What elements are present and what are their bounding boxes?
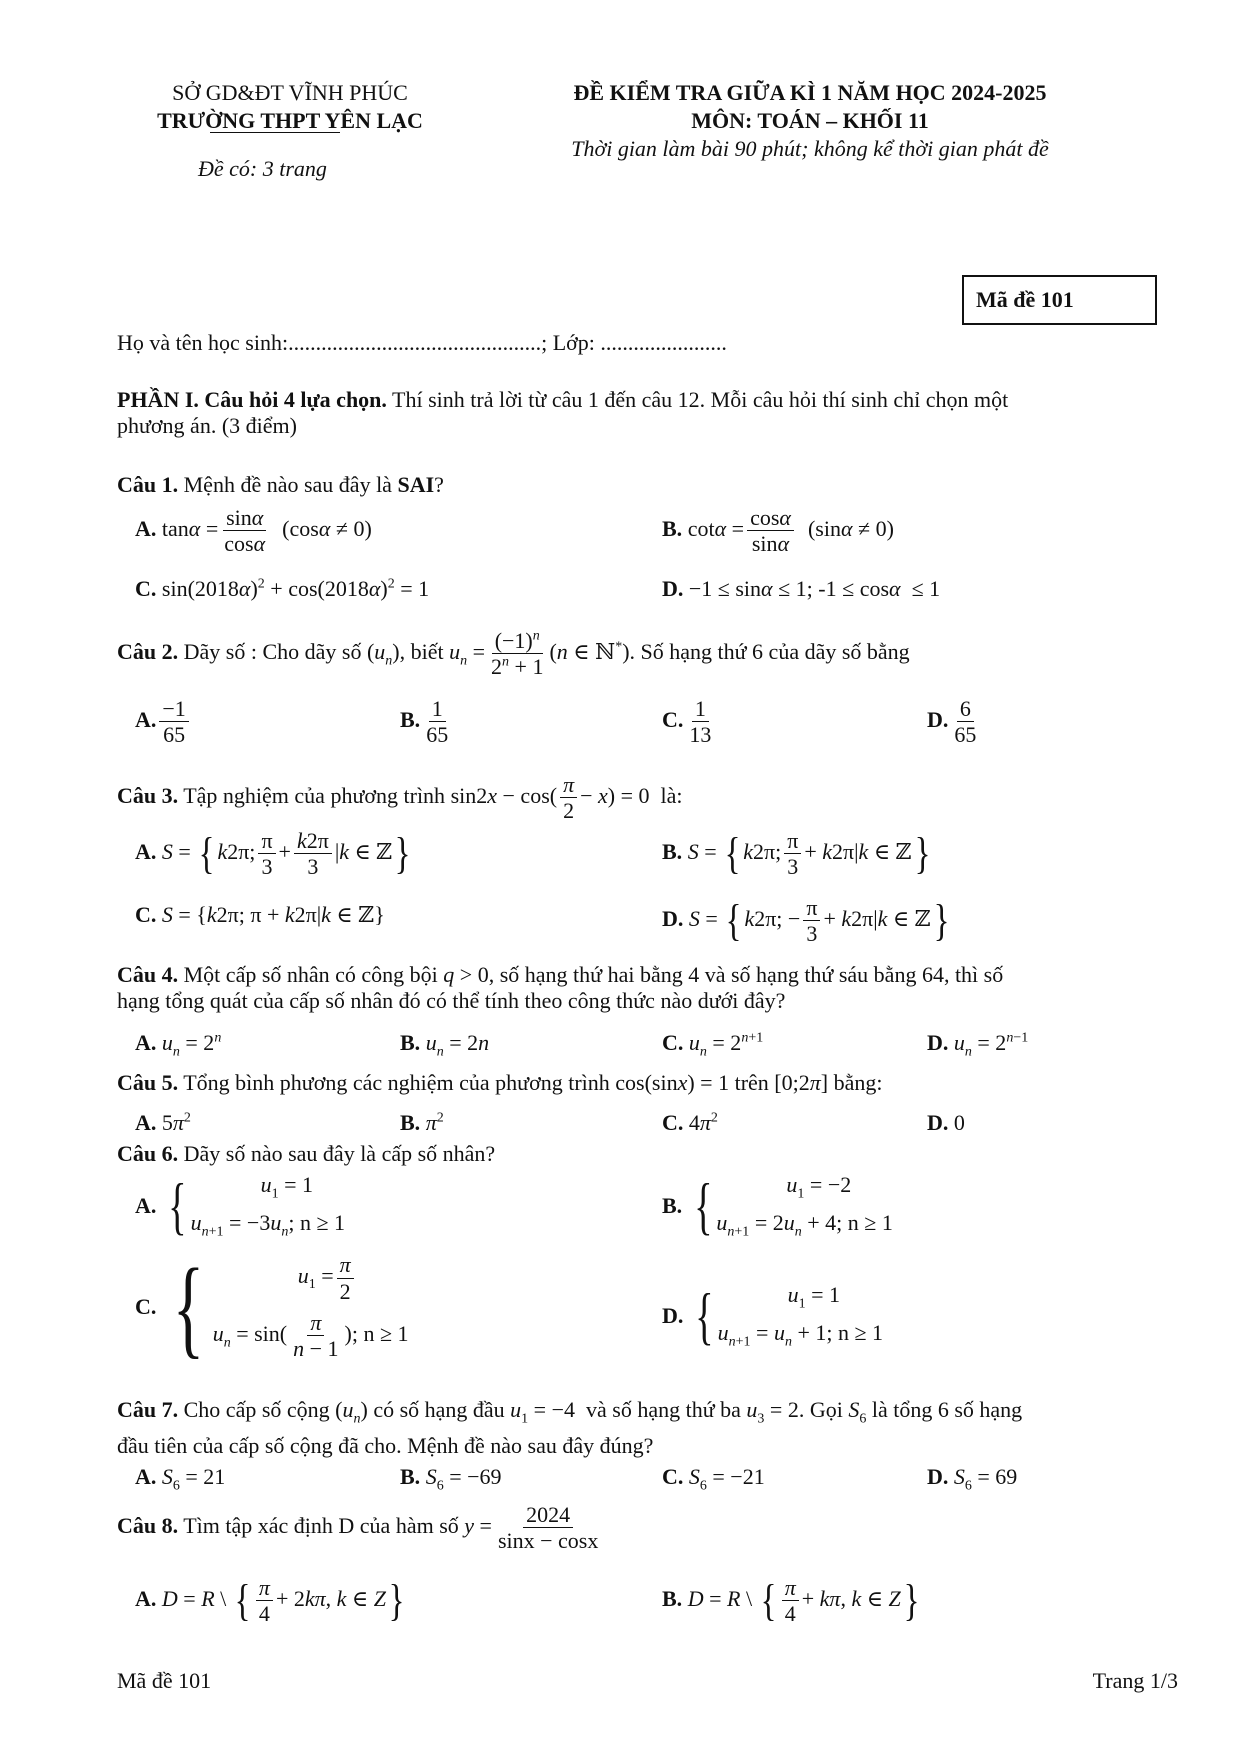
opt-label: D. [662, 1303, 684, 1329]
q6-option-c[interactable]: C. { $u_1$ = $\frac{\pi}{2}$ $u_n = \sin$( $\frac{\pi}{n - 1}$ ); n ≥ 1 [135, 1246, 409, 1368]
question-6 [117, 1141, 495, 1167]
subject: MÔN: TOÁN – KHỐI 11 [691, 108, 929, 133]
q4-option-c[interactable]: C. $u_n = 2^{n+1}$ [662, 1030, 764, 1060]
q3-label: Câu 3. [117, 782, 179, 808]
q7-option-d[interactable]: D. $S_6 = 69$ [927, 1464, 1018, 1494]
header-right [490, 80, 1130, 162]
opt-label: C. [662, 706, 684, 732]
question-8: Câu 8. Tìm tập xác định D của hàm số y = $\frac{2024}{\sin x - \cos x}$ [117, 1502, 599, 1554]
q8-option-b[interactable]: B. D = R \ { $\frac{\pi}{4}$ + kπ, k ∈ Z} [662, 1575, 920, 1627]
time-note: Thời gian làm bài 90 phút; không kể thời gian phát đề [571, 136, 1049, 161]
q7-option-a[interactable]: A. $S_6 = 21$ [135, 1464, 226, 1494]
q7-text1: Cho cấp số cộng [178, 1397, 330, 1422]
question-3: Câu 3. Tập nghiệm của phương trình sin2x − cos( $\frac{\pi}{2}$ − x) = 0 là: [117, 772, 683, 824]
part1-instructions [117, 387, 1175, 439]
opt-label: A. [135, 1464, 157, 1489]
q2-text: Dãy số : Cho dãy số [178, 638, 362, 664]
footer-exam-code: Mã đề 101 [117, 1668, 212, 1693]
opt-label: D. [662, 905, 684, 931]
opt-label: B. [662, 1193, 683, 1219]
opt-label: A. [135, 1585, 157, 1611]
school-underline [210, 132, 340, 133]
q4-text3: hạng tổng quát của cấp số nhân đó có thể tính theo công thức nào dưới đây? [117, 988, 786, 1013]
q3-option-c[interactable]: C. S = {k2π; π + k2π|k ∈ ℤ} [135, 902, 385, 927]
opt-label: C. [662, 1030, 684, 1055]
q2-option-d[interactable]: D. $\frac{6}{65}$ [927, 696, 977, 748]
opt-label: D. [927, 1464, 949, 1489]
q8-text: Tìm tập xác định D của hàm số [178, 1512, 459, 1538]
q6-label: Câu 6. [117, 1141, 179, 1166]
opt-label: B. [662, 838, 683, 864]
footer-page-number: Trang 1/3 [1092, 1668, 1178, 1693]
question-1 [117, 472, 444, 498]
opt-label: C. [662, 1110, 684, 1135]
exam-code-box: Mã đề 101 [962, 275, 1157, 325]
opt-label: D. [662, 576, 684, 601]
q2-option-a[interactable]: A. $\frac{-1}{65}$ [135, 696, 192, 748]
q7-text2: có số hạng đầu [373, 1397, 505, 1422]
q1-option-a[interactable]: A. tanα = $\frac{\sin\alpha}{\cos\alpha}$ (cosα ≠ 0) [135, 505, 372, 557]
opt-label: A. [135, 706, 157, 732]
q3-option-a[interactable]: A. S = { k2π; $\frac{\pi}{3}$ + $\frac{k2\pi}{3}$ |k ∈ ℤ} [135, 828, 411, 880]
part1-desc: Thí sinh trả lời từ câu 1 đến câu 12. Mỗi câu hỏi thí sinh chỉ chọn một [386, 387, 1009, 412]
opt-label: B. [400, 1110, 421, 1135]
q4-option-d[interactable]: D. $u_n = 2^{n-1}$ [927, 1030, 1029, 1060]
q2-option-c[interactable]: C. $\frac{1}{13}$ [662, 696, 712, 748]
q1-option-d[interactable]: D. −1 ≤ sinα ≤ 1; -1 ≤ cosα ≤ 1 [662, 576, 941, 601]
header-left [120, 80, 460, 134]
q6-text: Dãy số nào sau đây là cấp số nhân? [178, 1141, 496, 1166]
opt-label: C. [135, 902, 157, 927]
q4-option-a[interactable]: A. $u_n = 2^n$ [135, 1030, 222, 1060]
q7-text4: . Gọi [798, 1397, 843, 1422]
opt-label: D. [927, 1030, 949, 1055]
q8-option-a[interactable]: A. D = R \ { $\frac{\pi}{4}$ + 2kπ, k ∈ Z} [135, 1575, 405, 1627]
question-5: Câu 5. Tổng bình phương các nghiệm của phương trình cos(sinx) = 1 trên [0;2π] bằng: [117, 1070, 883, 1095]
opt-label: A. [135, 1193, 157, 1219]
q1-option-c[interactable]: C. $\sin(2018\alpha)^2 + \cos(2018\alpha)^2 = 1$ [135, 576, 430, 601]
q4-label: Câu 4. [117, 962, 179, 987]
student-info-line: Họ và tên học sinh:..............................................; Lớp: ....................... [117, 330, 727, 355]
q5-option-c[interactable]: C. $4\pi^2$ [662, 1110, 718, 1135]
q7-text3: và số hạng thứ ba [586, 1397, 741, 1422]
opt-label: B. [662, 515, 683, 541]
opt-label: A. [135, 515, 157, 541]
department: SỞ GD&ĐT VĨNH PHÚC [172, 80, 408, 105]
opt-label: D. [927, 1110, 949, 1135]
opt-label: C. [135, 576, 157, 601]
opt-label: B. [662, 1585, 683, 1611]
q6-option-a[interactable]: A. { $u_1 = 1$ $u_{n+1} = -3u_n$; n ≥ 1 [135, 1170, 346, 1242]
question-7: Câu 7. Cho cấp số cộng $(u_n)$ có số hạng đầu $u_1 = -4$ và số hạng thứ ba $u_3 = 2$. Gọi $S_6$ là tổng 6 số hạng đầu tiên của cấp số cộng đã cho. Mệnh đề nào sau đây đúng? [117, 1397, 1023, 1459]
q7-option-b[interactable]: B. $S_6 = -69$ [400, 1464, 502, 1494]
q3-text: Tập nghiệm của phương trình [178, 782, 446, 808]
q3-option-d[interactable]: D. S = { k2π; − $\frac{\pi}{3}$ + k2π|k ∈ ℤ} [662, 895, 950, 947]
q6-option-b[interactable]: B. { $u_1 = -2$ $u_{n+1} = 2u_n + 4$; n ≥ 1 [662, 1170, 893, 1242]
q5-option-d[interactable]: D. 0 [927, 1110, 965, 1135]
q6-option-d[interactable]: D. { $u_1 = 1$ $u_{n+1} = u_n + 1$; n ≥ 1 [662, 1280, 884, 1352]
opt-label: B. [400, 1464, 421, 1489]
question-2: Câu 2. Dãy số : Cho dãy số $(u_n)$, biết $u_n$ = $\frac{(-1)^n}{2^n + 1}$ (n ∈ ℕ*). Số hạng thứ 6 của dãy số bằng [117, 628, 910, 680]
opt-label: C. [662, 1464, 684, 1489]
part1-title: PHẦN I. Câu hỏi 4 lựa chọn. [117, 387, 387, 412]
q5-label: Câu 5. [117, 1070, 179, 1095]
q7-option-c[interactable]: C. $S_6 = -21$ [662, 1464, 765, 1494]
opt-label: D. [927, 706, 949, 732]
opt-label: A. [135, 1030, 157, 1055]
opt-label: A. [135, 1110, 157, 1135]
part1-desc2: phương án. (3 điểm) [117, 413, 297, 438]
q1-end: ? [434, 472, 444, 497]
q4-option-b[interactable]: B. $u_n = 2n$ [400, 1030, 490, 1060]
q5-end: bằng: [833, 1070, 883, 1095]
q1-label: Câu 1. [117, 472, 179, 497]
q7-text5: là tổng 6 số hạng [871, 1397, 1023, 1422]
q5-option-a[interactable]: A. $5\pi^2$ [135, 1110, 191, 1135]
q5-mid: trên [734, 1070, 769, 1095]
question-4: Câu 4. Một cấp số nhân có công bội q > 0, số hạng thứ hai bằng 4 và số hạng thứ sáu bằng 64, thì số hạng tổng quát của cấp số nhân đó có thể tính theo công thức nào dưới đây? [117, 962, 1004, 1013]
opt-label: B. [400, 1030, 421, 1055]
school-name: TRƯỜNG THPT YÊN LẠC [157, 108, 423, 133]
q2-option-b[interactable]: B. $\frac{1}{65}$ [400, 696, 449, 748]
q2-text2: . Số hạng thứ 6 của dãy số bằng [629, 638, 910, 664]
q1-text: Mệnh đề nào sau đây là [178, 472, 398, 497]
q8-label: Câu 8. [117, 1512, 179, 1538]
pages-note: Đề có: 3 trang [198, 156, 327, 181]
q7-text6: đầu tiên của cấp số cộng đã cho. Mệnh đề nào sau đây đúng? [117, 1433, 654, 1459]
q2-label: Câu 2. [117, 638, 179, 664]
q4-text2: , số hạng thứ hai bằng 4 và số hạng thứ sáu bằng 64, thì số [488, 962, 1004, 987]
q1-bold: SAI [397, 472, 435, 497]
opt-label: A. [135, 838, 157, 864]
q4-text1: Một cấp số nhân có công bội [178, 962, 438, 987]
opt-label: B. [400, 706, 421, 732]
q1-option-b[interactable]: B. cotα = $\frac{\cos\alpha}{\sin\alpha}$ (sinα ≠ 0) [662, 505, 894, 557]
exam-title: ĐỀ KIỂM TRA GIỮA KÌ 1 NĂM HỌC 2024-2025 [573, 80, 1047, 105]
q7-label: Câu 7. [117, 1397, 179, 1422]
q3-option-b[interactable]: B. S = { k2π; $\frac{\pi}{3}$ + k2π|k ∈ ℤ} [662, 828, 931, 880]
q3-end: là: [660, 782, 683, 808]
q5-option-b[interactable]: B. $\pi^2$ [400, 1110, 444, 1135]
opt-label: C. [135, 1294, 157, 1319]
q5-text: Tổng bình phương các nghiệm của phương trình [178, 1070, 610, 1095]
